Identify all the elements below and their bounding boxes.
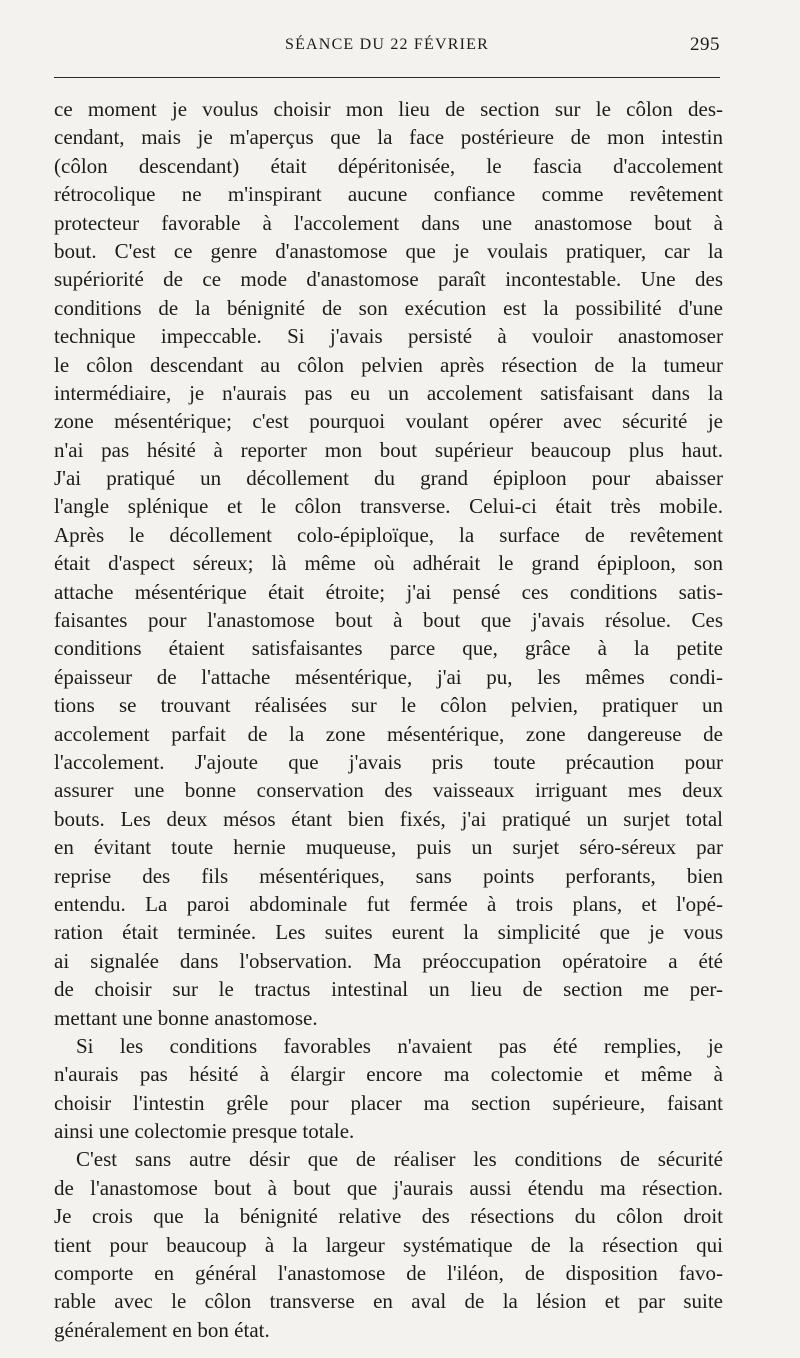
text-line: ai signalée dans l'observation. Ma préoccupation opératoire a été [54, 948, 723, 973]
text-line: ainsi une colectomie presque totale. [54, 1119, 355, 1144]
text-line: technique impeccable. Si j'avais persisté à vouloir anastomoser [54, 324, 723, 349]
text-line: bout. C'est ce genre d'anastomose que je voulais pratiquer, car la [54, 238, 723, 263]
running-head [54, 36, 720, 60]
text-line: ration était terminée. Les suites eurent la simplicité que je vous [54, 920, 723, 945]
running-title: SÉANCE DU 22 FÉVRIER [284, 36, 489, 53]
text-line: supériorité de ce mode d'anastomose paraît incontestable. Une des [54, 267, 723, 292]
text-line: tient pour beaucoup à la largeur systématique de la résection qui [54, 1232, 723, 1257]
body-text [54, 95, 723, 1344]
text-line: choisir l'intestin grêle pour placer ma section supérieure, faisant [54, 1090, 723, 1115]
text-line: C'est sans autre désir que de réaliser les conditions de sécurité [76, 1147, 723, 1172]
text-line: l'accolement. J'ajoute que j'avais pris toute précaution pour [54, 749, 723, 774]
text-line: l'angle splénique et le côlon transverse. Celui-ci était très mobile. [54, 494, 723, 519]
text-line: n'ai pas hésité à reporter mon bout supérieur beaucoup plus haut. [54, 437, 723, 462]
text-line: rétrocolique ne m'inspirant aucune confiance comme revêtement [54, 182, 723, 207]
text-line: bouts. Les deux mésos étant bien fixés, j'ai pratiqué un surjet total [54, 806, 723, 831]
text-line: de l'anastomose bout à bout que j'aurais aussi étendu ma résection. [54, 1175, 723, 1200]
text-line: épaisseur de l'attache mésentérique, j'ai pu, les mêmes condi- [54, 664, 723, 689]
text-line: le côlon descendant au côlon pelvien après résection de la tumeur [54, 352, 723, 377]
text-line: Si les conditions favorables n'avaient pas été remplies, je [76, 1033, 723, 1058]
text-line: n'aurais pas hésité à élargir encore ma colectomie et même à [54, 1062, 723, 1087]
text-line: attache mésentérique était étroite; j'ai pensé ces conditions satis- [54, 579, 723, 604]
text-line: comporte en général l'anastomose de l'iléon, de disposition favo- [54, 1261, 723, 1286]
text-line: rable avec le côlon transverse en aval de la lésion et par suite [54, 1289, 723, 1314]
text-line: J'ai pratiqué un décollement du grand épiploon pour abaisser [54, 466, 723, 491]
text-line: faisantes pour l'anastomose bout à bout que j'avais résolue. Ces [54, 608, 723, 633]
text-line: en évitant toute hernie muqueuse, puis un surjet séro-séreux par [54, 835, 723, 860]
text-line: cendant, mais je m'aperçus que la face postérieure de mon intestin [54, 125, 723, 150]
text-line: généralement en bon état. [54, 1317, 270, 1342]
text-line: mettant une bonne anastomose. [54, 1005, 318, 1030]
text-line: de choisir sur le tractus intestinal un lieu de section me per- [54, 977, 723, 1002]
text-line: intermédiaire, je n'aurais pas eu un accolement satisfaisant dans la [54, 380, 723, 405]
text-line: conditions étaient satisfaisantes parce que, grâce à la petite [54, 636, 723, 661]
text-line: ce moment je voulus choisir mon lieu de section sur le côlon des- [54, 97, 723, 121]
text-line: zone mésentérique; c'est pourquoi voulant opérer avec sécurité je [54, 409, 723, 434]
text-line: assurer une bonne conservation des vaisseaux irriguant mes deux [54, 778, 723, 803]
text-line: était d'aspect séreux; là même où adhérait le grand épiploon, son [54, 551, 723, 576]
header-rule [54, 77, 720, 78]
text-line: (côlon descendant) était dépéritonisée, le fascia d'accolement [54, 153, 723, 178]
text-line: Je crois que la bénignité relative des résections du côlon droit [54, 1204, 723, 1229]
text-line: accolement parfait de la zone mésentérique, zone dangereuse de [54, 721, 723, 746]
text-line: entendu. La paroi abdominale fut fermée à trois plans, et l'opé- [54, 891, 723, 916]
text-line: conditions de la bénignité de son exécution est la possibilité d'une [54, 295, 723, 320]
text-line: protecteur favorable à l'accolement dans une anastomose bout à [54, 210, 723, 235]
text-line: reprise des fils mésentériques, sans points perforants, bien [54, 863, 723, 888]
text-line: Après le décollement colo-épiploïque, la surface de revêtement [54, 522, 723, 547]
text-line: tions se trouvant réalisées sur le côlon pelvien, pratiquer un [54, 693, 723, 718]
page-number: 295 [690, 34, 720, 55]
